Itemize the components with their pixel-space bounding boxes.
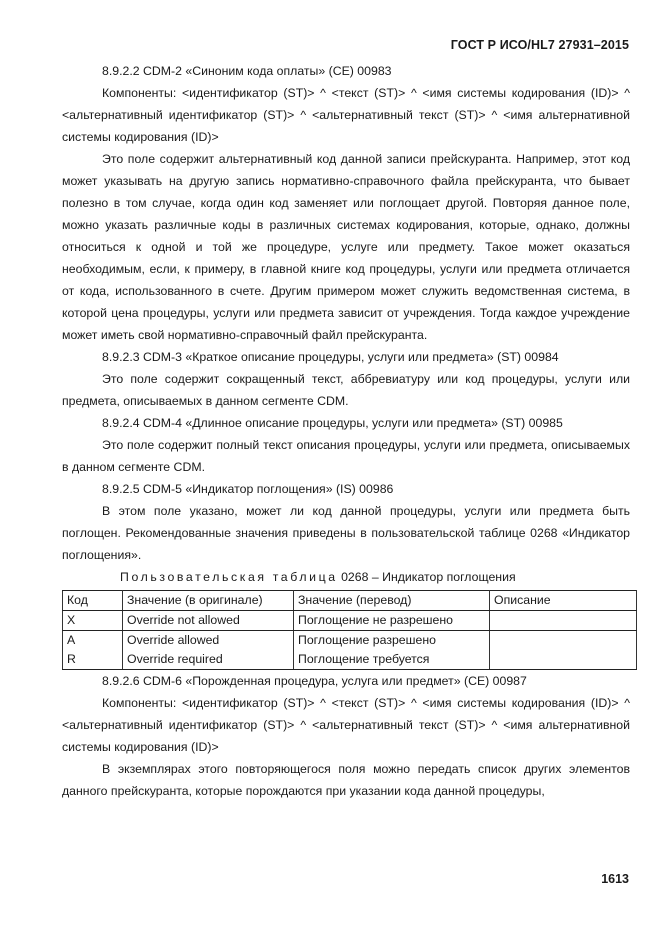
description-paragraph: В этом поле указано, может ли код данной процедуры, услуги или предмета быть поглощен. Рекомендованные значения приведены в пользовательской таблице 0268 «Индикатор поглощения». xyxy=(62,504,630,562)
table-cell: Поглощение не разрешено xyxy=(294,611,490,631)
table-cell xyxy=(490,611,637,631)
section-heading-8-9-2-4: 8.9.2.4 CDM-4 «Длинное описание процедуры, услуги или предмета» (ST) 00985 xyxy=(102,416,563,430)
description-paragraph: Это поле содержит сокращенный текст, аббревиатуру или код процедуры, услуги или предмета, описываемых в данном сегменте CDM. xyxy=(62,372,630,408)
table-cell xyxy=(490,650,637,670)
section-heading-8-9-2-3: 8.9.2.3 CDM-3 «Краткое описание процедуры, услуги или предмета» (ST) 00984 xyxy=(102,350,559,364)
table-row xyxy=(63,650,637,670)
page-number: 1613 xyxy=(601,872,629,886)
section-heading-8-9-2-6: 8.9.2.6 CDM-6 «Порожденная процедура, услуга или предмет» (CE) 00987 xyxy=(102,674,527,688)
table-cell: Override required xyxy=(123,650,294,670)
table-cell: Поглощение разрешено xyxy=(294,631,490,651)
table-cell: R xyxy=(63,650,123,670)
standard-header: ГОСТ Р ИСО/HL7 27931–2015 xyxy=(450,38,629,52)
document-body xyxy=(62,60,630,802)
description-paragraph: В экземплярах этого повторяющегося поля можно передать список других элементов данного прейскуранта, которые порождаются при указании кода данной процедуры, xyxy=(62,762,630,798)
table-cell: A xyxy=(63,631,123,651)
override-indicator-table xyxy=(62,590,637,670)
section-heading-8-9-2-5: 8.9.2.5 CDM-5 «Индикатор поглощения» (IS) 00986 xyxy=(102,482,394,496)
components-paragraph: Компоненты: <идентификатор (ST)> ^ <текст (ST)> ^ <имя системы кодирования (ID)> ^ <альтернативный идентификатор (ST)> ^ <альтернативный текст (ST)> ^ <имя альтернативной системы кодирования (ID)> xyxy=(62,696,630,754)
section-heading-8-9-2-2: 8.9.2.2 CDM-2 «Синоним кода оплаты» (CE) 00983 xyxy=(102,64,392,78)
table-cell: Override allowed xyxy=(123,631,294,651)
table-cell: Поглощение требуется xyxy=(294,650,490,670)
table-header-row xyxy=(63,591,637,611)
table-header-cell: Код xyxy=(63,591,123,611)
table-caption-label: Пользовательская таблица xyxy=(120,570,338,584)
table-caption xyxy=(62,566,630,588)
table-cell: Override not allowed xyxy=(123,611,294,631)
table-row xyxy=(63,611,637,631)
description-paragraph: Это поле содержит полный текст описания процедуры, услуги или предмета, описываемых в данном сегменте CDM. xyxy=(62,438,630,474)
components-paragraph: Компоненты: <идентификатор (ST)> ^ <текст (ST)> ^ <имя системы кодирования (ID)> ^ <альтернативный идентификатор (ST)> ^ <альтернативный текст (ST)> ^ <имя альтернативной системы кодирования (ID)> xyxy=(62,86,630,144)
description-paragraph: Это поле содержит альтернативный код данной записи прейскуранта. Например, этот код может указывать на другую запись нормативно-справочного файла прейскуранта, что бывает полезно в том случае, когда один код заменяет или поглощает другой. Повторяя данное поле, можно указать различные коды в различных системах кодирования, которые, однако, должны относиться к одной и той же процедуре, услуге или предмету. Такое может оказаться необходимым, если, к примеру, в главной книге код процедуры, услуги или предмета отличается от кода, использованного в счете. Другим примером может служить ведомственная система, в которой цена процедуры, услуги или предмета зависит от учреждения. Тогда каждое учреждение может иметь свой нормативно-справочный файл прейскуранта. xyxy=(62,152,630,342)
table-cell: X xyxy=(63,611,123,631)
table-header-cell: Описание xyxy=(490,591,637,611)
table-header-cell: Значение (в оригинале) xyxy=(123,591,294,611)
table-caption-title: 0268 – Индикатор поглощения xyxy=(337,570,516,584)
table-cell xyxy=(490,631,637,651)
table-header-cell: Значение (перевод) xyxy=(294,591,490,611)
table-row xyxy=(63,631,637,651)
